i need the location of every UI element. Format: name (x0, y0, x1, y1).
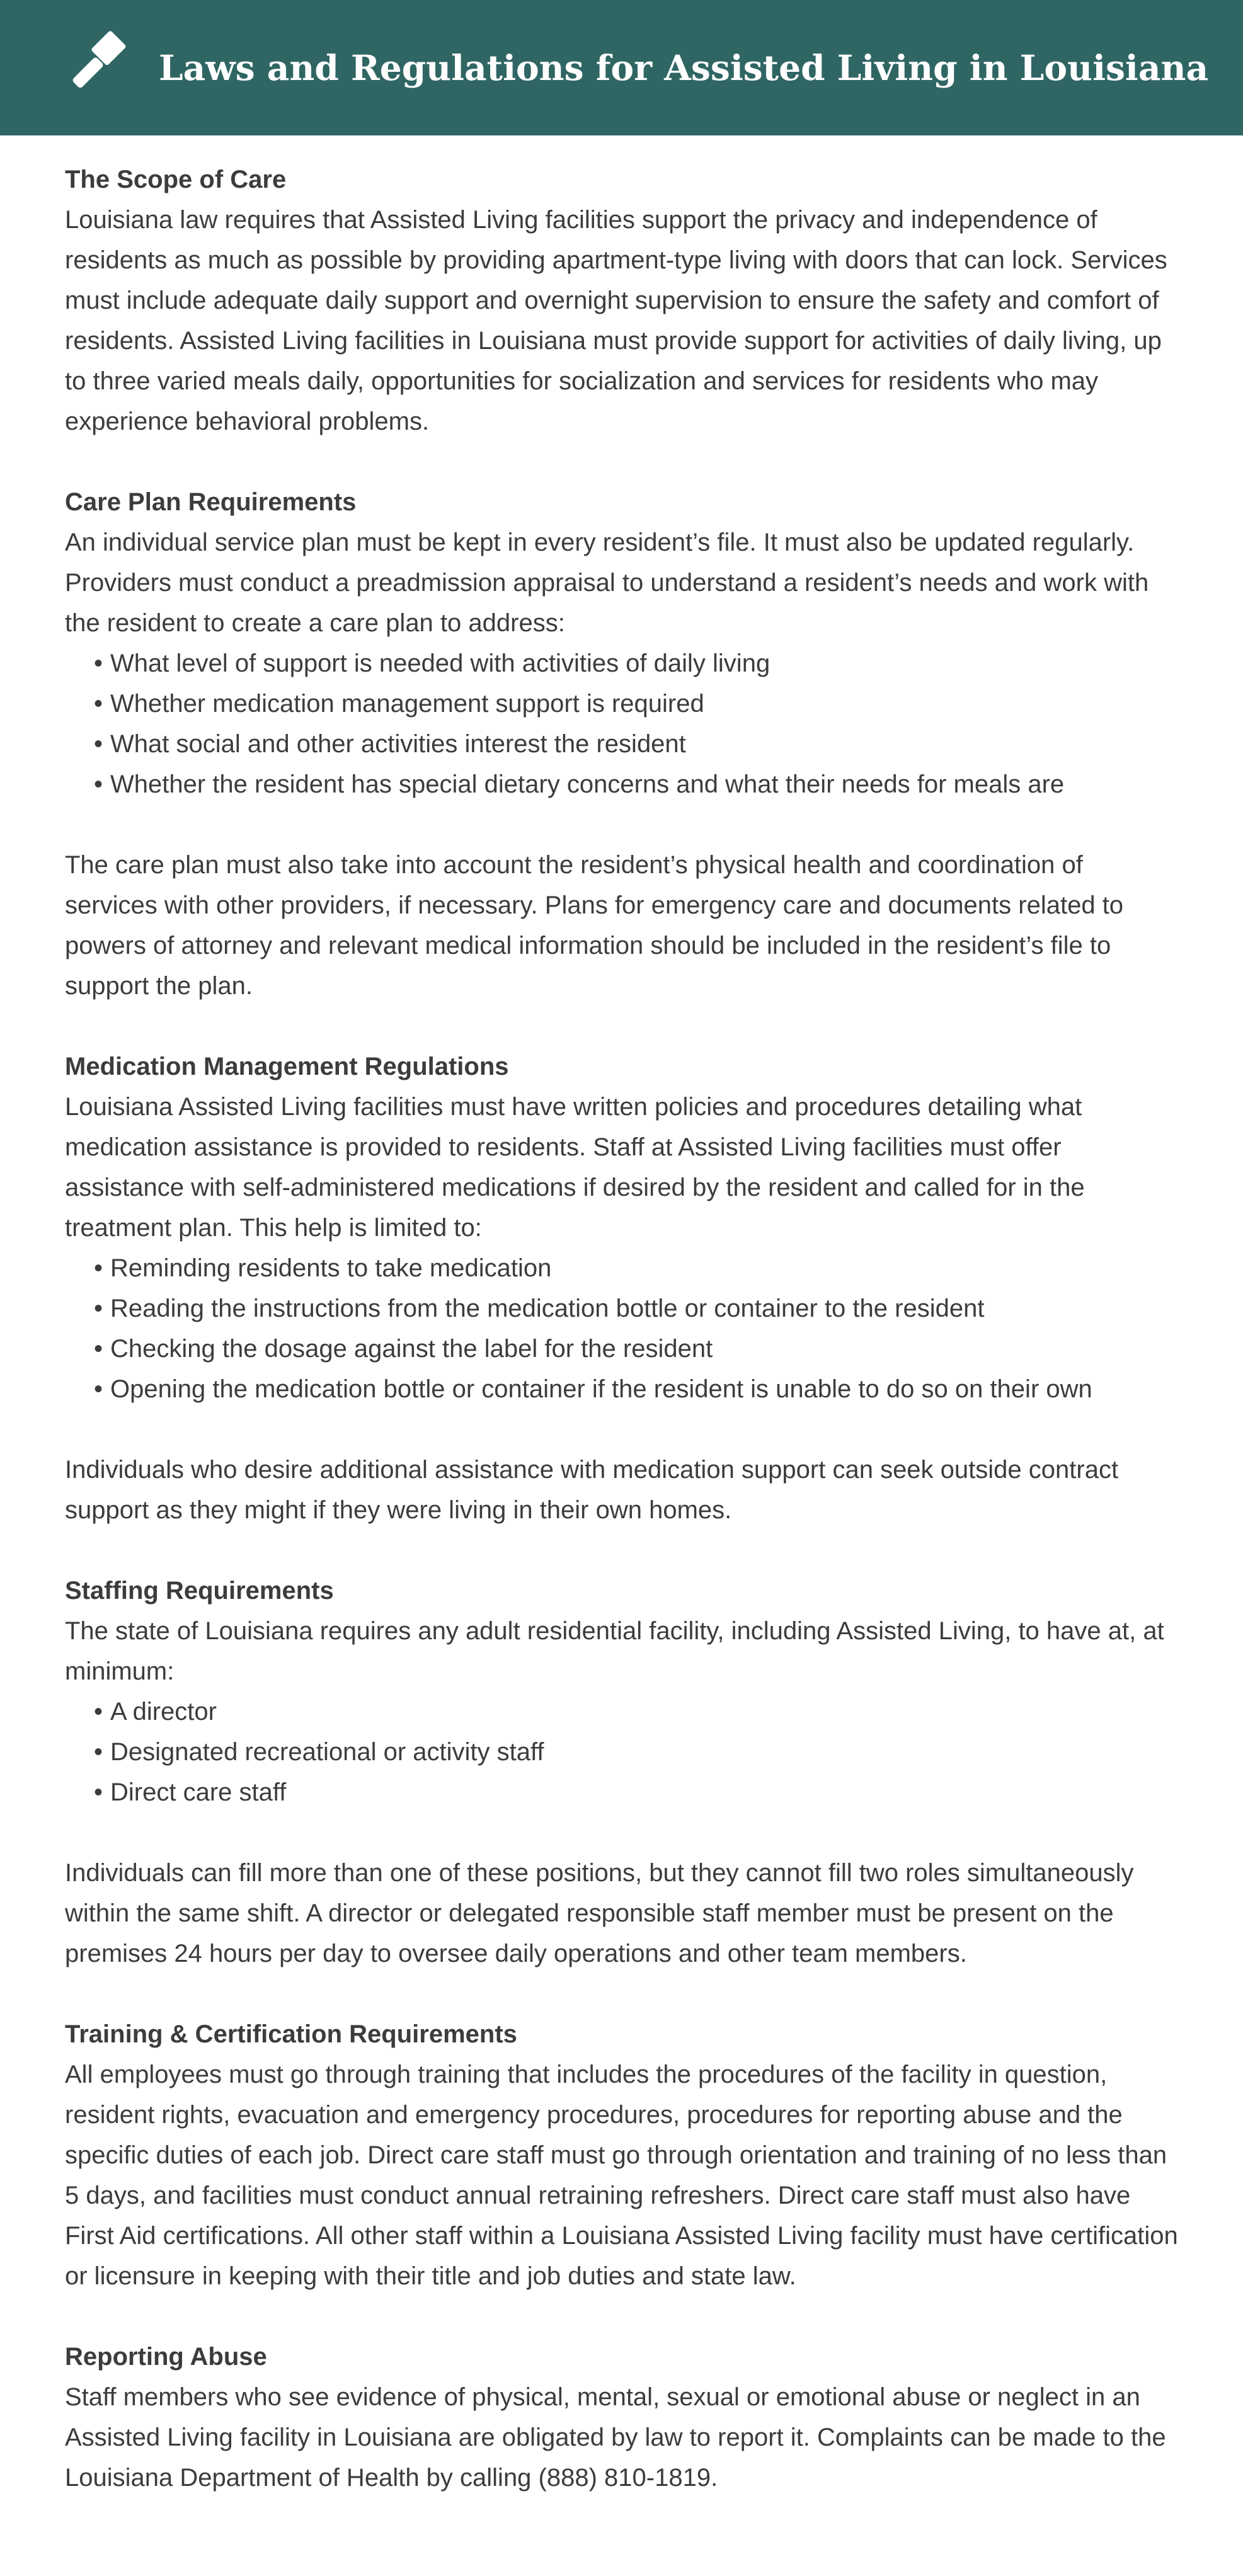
paragraph: All employees must go through training that includes the procedures of the facility in question, resident rights, evacuation and emergency procedures, procedures for reporting abuse and the specific duties of each job. Direct care staff must go through orientation and training of no less than 5 days, and facilities must conduct annual retraining refreshers. Direct care staff must also have First Aid certifications. All other staff within a Louisiana Assisted Living facility must have certification or licensure in keeping with their title and job duties and state law. (65, 2061, 1178, 2290)
bullet-icon: • (94, 650, 103, 677)
section (65, 2337, 1181, 2498)
list-item-text: Reading the instructions from the medication bottle or container to the resident (110, 1295, 985, 1322)
bullet-icon: • (94, 1738, 103, 1766)
bullet-icon: • (94, 690, 103, 718)
list-item-text: A director (110, 1698, 217, 1726)
list-item (94, 1369, 1181, 1409)
bullet-icon: • (94, 1698, 103, 1726)
section (65, 1571, 1181, 1974)
bullet-icon: • (94, 1778, 103, 1806)
list-item-text: Whether medication management support is required (110, 690, 704, 718)
list-item-text: What social and other activities interest the resident (110, 730, 686, 758)
page-title: Laws and Regulations for Assisted Living in Louisiana (159, 47, 1209, 88)
list-item (94, 643, 1181, 684)
bullet-icon: • (94, 1335, 103, 1363)
section-heading: The Scope of Care (65, 166, 287, 193)
section (65, 2014, 1181, 2296)
list-item-text: Whether the resident has special dietary concerns and what their needs for meals are (110, 770, 1065, 798)
main-content (0, 135, 1243, 2576)
bullet-icon: • (94, 730, 103, 758)
section (65, 159, 1181, 442)
section-heading: Training & Certification Requirements (65, 2020, 517, 2048)
bullet-list (65, 643, 1181, 804)
paragraph: The care plan must also take into account the resident’s physical health and coordination of services with other providers, if necessary. Plans for emergency care and documents related to powers of attorney and relevant medical information should be included in the resident’s file to support the plan. (65, 851, 1124, 1000)
list-item-text: Designated recreational or activity staff (110, 1738, 544, 1766)
paragraph: The state of Louisiana requires any adult residential facility, including Assisted Living, to have at, at minimum: (65, 1617, 1164, 1685)
list-item (94, 1288, 1181, 1329)
gavel-icon (62, 30, 139, 106)
bullet-icon: • (94, 1375, 103, 1403)
list-item (94, 724, 1181, 764)
bullet-icon: • (94, 1254, 103, 1282)
list-item (94, 764, 1181, 804)
paragraph: Individuals who desire additional assistance with medication support can seek outside contract support as they might if they were living in their own homes. (65, 1456, 1119, 1524)
bullet-list (65, 1692, 1181, 1812)
list-item-text: Opening the medication bottle or container if the resident is unable to do so on their own (110, 1375, 1092, 1403)
list-item (94, 1692, 1181, 1732)
section-heading: Staffing Requirements (65, 1577, 334, 1605)
paragraph: Louisiana law requires that Assisted Living facilities support the privacy and independence of residents as much as possible by providing apartment-type living with doors that can lock. Services must include adequate daily support and overnight supervision to ensure the safety and comfort of residents. Assisted Living facilities in Louisiana must provide support for activities of daily living, up to three varied meals daily, opportunities for socialization and services for residents who may experience behavioral problems. (65, 206, 1167, 435)
list-item (94, 1772, 1181, 1812)
page-header (0, 0, 1243, 135)
list-item-text: Checking the dosage against the label for the resident (110, 1335, 713, 1363)
list-item (94, 684, 1181, 724)
list-item (94, 1732, 1181, 1772)
bullet-icon: • (94, 1295, 103, 1322)
list-item (94, 1248, 1181, 1288)
paragraph: An individual service plan must be kept in every resident’s file. It must also be updated regularly. Providers must conduct a preadmission appraisal to understand a resident’s needs and work with the resident to create a care plan to address: (65, 529, 1149, 637)
list-item-text: Reminding residents to take medication (110, 1254, 552, 1282)
paragraph: Staff members who see evidence of physical, mental, sexual or emotional abuse or neglect in an Assisted Living facility in Louisiana are obligated by law to report it. Complaints can be made to the Louisiana Department of Health by calling (888) 810-1819. (65, 2383, 1166, 2492)
paragraph: Individuals can fill more than one of these positions, but they cannot fill two roles simultaneously within the same shift. A director or delegated responsible staff member must be present on the premises 24 hours per day to oversee daily operations and other team members. (65, 1859, 1134, 1967)
section-heading: Reporting Abuse (65, 2343, 267, 2371)
section-heading: Care Plan Requirements (65, 488, 357, 516)
list-item-text: Direct care staff (110, 1778, 287, 1806)
bullet-icon: • (94, 770, 103, 798)
paragraph: Louisiana Assisted Living facilities must have written policies and procedures detailing what medication assistance is provided to residents. Staff at Assisted Living facilities must offer assistance with self-administered medications if desired by the resident and called for in the treatment plan. This help is limited to: (65, 1093, 1085, 1242)
list-item (94, 1329, 1181, 1369)
section (65, 1046, 1181, 1530)
bullet-list (65, 1248, 1181, 1409)
list-item-text: What level of support is needed with activities of daily living (110, 650, 770, 677)
section (65, 482, 1181, 1006)
section-heading: Medication Management Regulations (65, 1053, 509, 1080)
